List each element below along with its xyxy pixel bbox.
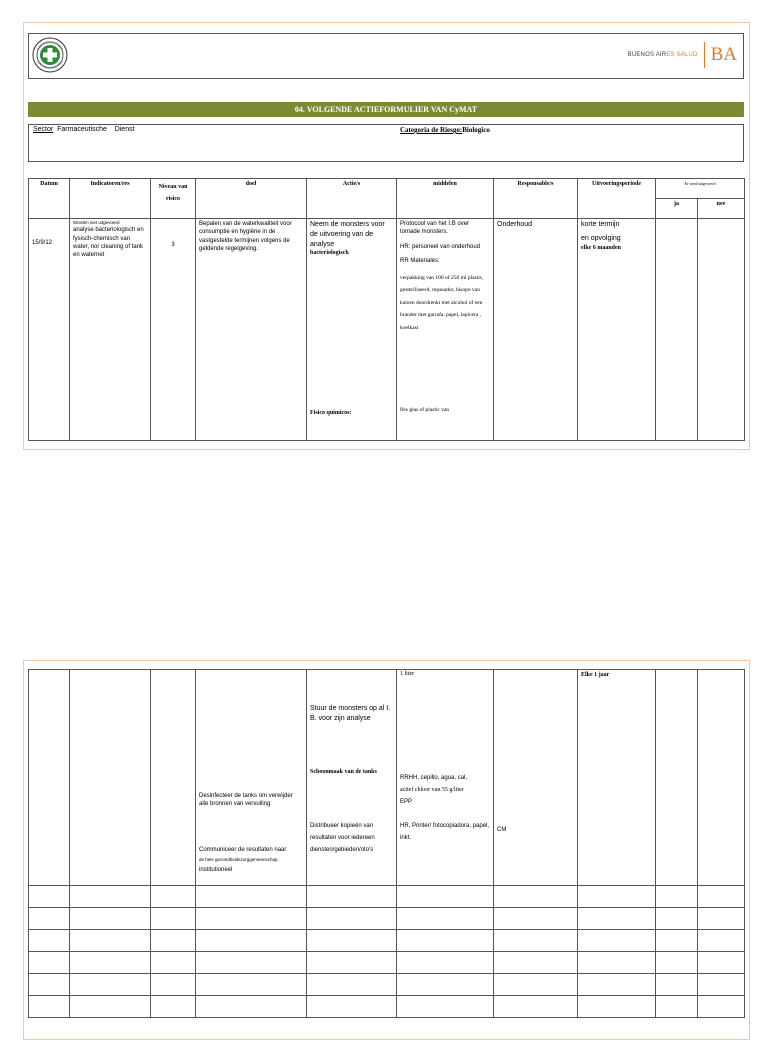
col-indicatoren: Indicatoren/res	[70, 179, 151, 219]
cell-datum: 15/9/12	[29, 219, 70, 441]
form-title: 04. VOLGENDE ACTIEFORMULIER VAN CyMAT	[28, 102, 744, 117]
actie-text: Neem de monsters voor de uitvoering van de analyse	[310, 221, 385, 248]
cell-doel: Bepalen van de waterkwaliteit voor consumptie en hygiëne in de vastgestelde termijnen volgens de geldende regelgeving.	[196, 219, 307, 441]
cell2-doel	[196, 670, 307, 886]
ind-text: analyse bacteriologisch en fysisch-chemisch van water, nor cleaning of tank en waternet	[73, 227, 144, 259]
cell2-responsable	[494, 670, 578, 886]
actie2-distribueer: Distribueer kopieën van resultaten voor iedereen diensten/gebieden/oto's	[310, 823, 375, 853]
cell2-indicatoren	[70, 670, 151, 886]
mid-protocol: Protocool van het I.B over tomade monsters.	[400, 221, 470, 236]
cell-actie	[307, 219, 397, 441]
col-uitvoering: Uitvoeringsperiode	[578, 179, 656, 219]
cell-nee	[698, 219, 745, 441]
mid2-hr: HR, Printer/ fotocopiadora, papel, inkt.	[400, 823, 490, 841]
cell2-actie	[307, 670, 397, 886]
cell-niveau: 3	[151, 219, 196, 441]
categoria-field: Categoria de Riesgo:Biologico	[400, 126, 490, 134]
col-actie: Actie/s	[307, 179, 397, 219]
uit-elke: elke 6 maanden	[581, 244, 622, 251]
actie2-schoonmaak: Schoonmaak van de tanks	[310, 769, 377, 775]
col-uitgevoerd: Er werd uitgevoerd	[656, 179, 745, 199]
ind-note: Worden niet uitgevoerd	[73, 220, 120, 225]
cell-indicatoren	[70, 219, 151, 441]
mid-hr: HR: personeel van onderhoud	[400, 243, 481, 250]
actie-bold: bacteriologisch	[310, 250, 349, 257]
brand-logo	[628, 42, 737, 68]
cell2-uitvoering	[578, 670, 656, 886]
cell2-nee	[698, 670, 745, 886]
uit-term: korte termijn	[581, 221, 620, 228]
actie-fisico: Fisico quimicos:	[310, 410, 352, 416]
col-niveau: Niveau van risico	[151, 179, 196, 219]
action-table-2	[28, 669, 745, 1018]
empty-row	[29, 996, 745, 1018]
resp2-cm: CM	[497, 827, 507, 833]
cell2-datum	[29, 670, 70, 886]
cell-responsable: Onderhoud	[494, 219, 578, 441]
cell2-middelen	[397, 670, 494, 886]
uit-opvolging: en opvolging	[581, 234, 621, 242]
col-ja: ja	[656, 199, 698, 219]
brand-ba: BA	[710, 44, 737, 65]
empty-row	[29, 974, 745, 996]
brand-text: BUENOS AIRES SALUD	[627, 52, 698, 58]
mid-rr: RR Materiales:	[400, 258, 440, 265]
empty-row	[29, 886, 745, 908]
mid2-liter: 1 liter	[400, 671, 415, 677]
mid2-rrhh: RRHH, cepillo, agua, cal,	[400, 775, 468, 781]
col-middelen: middelen	[397, 179, 494, 219]
action-table-1	[28, 178, 745, 441]
empty-row	[29, 930, 745, 952]
col-doel: doel	[196, 179, 307, 219]
doel2-communiceer: Communiceer de resultaten naar	[199, 847, 287, 853]
cell2-ja	[656, 670, 698, 886]
document-header	[28, 33, 744, 79]
actie2-stuur: Stuur de monsters op al I. B. voor zijn analyse	[310, 705, 391, 722]
uit2-elke: Elke 1 jaar	[581, 672, 610, 678]
sector-field: Sector Farmaceutische Dienst	[33, 126, 135, 133]
brand-divider	[704, 42, 705, 68]
empty-row	[29, 952, 745, 974]
doel2-community: de hele gezondheidszorggemeenschap	[199, 857, 278, 862]
doel2-desinfect: Desinfecteer de tanks om verwijder alle bronnen van vervuiling	[199, 793, 293, 808]
col-responsable: Responsable/s	[494, 179, 578, 219]
cell-uitvoering	[578, 219, 656, 441]
cell2-niveau	[151, 670, 196, 886]
empty-row	[29, 908, 745, 930]
col-datum: Datum	[29, 179, 70, 219]
doel2-institutioneel: institutioneel	[199, 867, 233, 873]
mid2-chloor: actief chloor van 55 g/liter	[400, 787, 464, 793]
cell-ja	[656, 219, 698, 441]
mid-materials: verpakking van 100 of 250 ml plastic, gesteriliseerd, repasador, hisopo van katoen doordrenkt met alcohol of een brander met garrafa. papel, lapicera , koelkast	[400, 274, 484, 332]
info-box	[28, 124, 744, 162]
mid-fles: fles glas of plastic van	[400, 407, 450, 413]
seal-logo-icon	[32, 37, 68, 73]
cell-middelen	[397, 219, 494, 441]
col-nee: nee	[698, 199, 745, 219]
mid2-epp: EPP	[400, 799, 413, 805]
